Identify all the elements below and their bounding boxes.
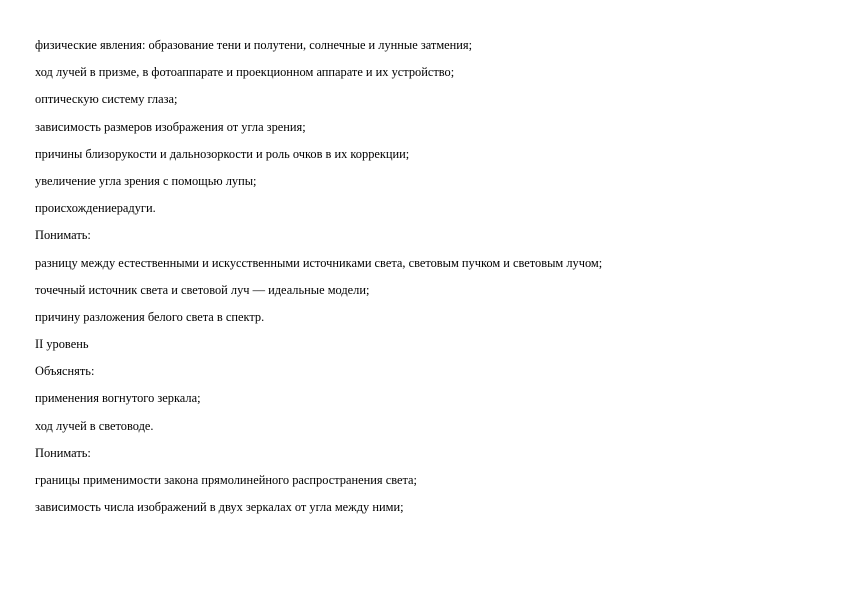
text-line: зависимость размеров изображения от угла зрения; — [35, 119, 306, 134]
text-line: причины близорукости и дальнозоркости и роль очков в их коррекции; — [35, 146, 410, 161]
text-line: зависимость числа изображений в двух зеркалах от угла между ними; — [35, 500, 404, 515]
section-heading: Понимать: — [35, 445, 91, 460]
text-line: оптическую систему глаза; — [35, 92, 178, 107]
document-body — [35, 36, 825, 525]
text-line: ход лучей в световоде. — [35, 418, 154, 433]
text-line: увеличение угла зрения с помощью лупы; — [35, 173, 257, 188]
text-line: применения вогнутого зеркала; — [35, 391, 201, 406]
text-line: происхождениерадуги. — [35, 201, 156, 216]
section-heading: Объяснять: — [35, 364, 95, 379]
section-heading: Понимать: — [35, 228, 91, 243]
text-line: физические явления: образование тени и полутени, солнечные и лунные затмения; — [35, 38, 473, 52]
level-heading: II уровень — [35, 337, 89, 352]
text-line: ход лучей в призме, в фотоаппарате и проекционном аппарате и их устройство; — [35, 65, 455, 80]
text-line: причину разложения белого света в спектр. — [35, 309, 265, 324]
text-line: границы применимости закона прямолинейного распространения света; — [35, 473, 417, 487]
text-line: точечный источник света и световой луч — идеальные модели; — [35, 282, 370, 297]
text-line: разницу между естественными и искусственными источниками света, световым пучком и световым лучом; — [35, 255, 603, 270]
